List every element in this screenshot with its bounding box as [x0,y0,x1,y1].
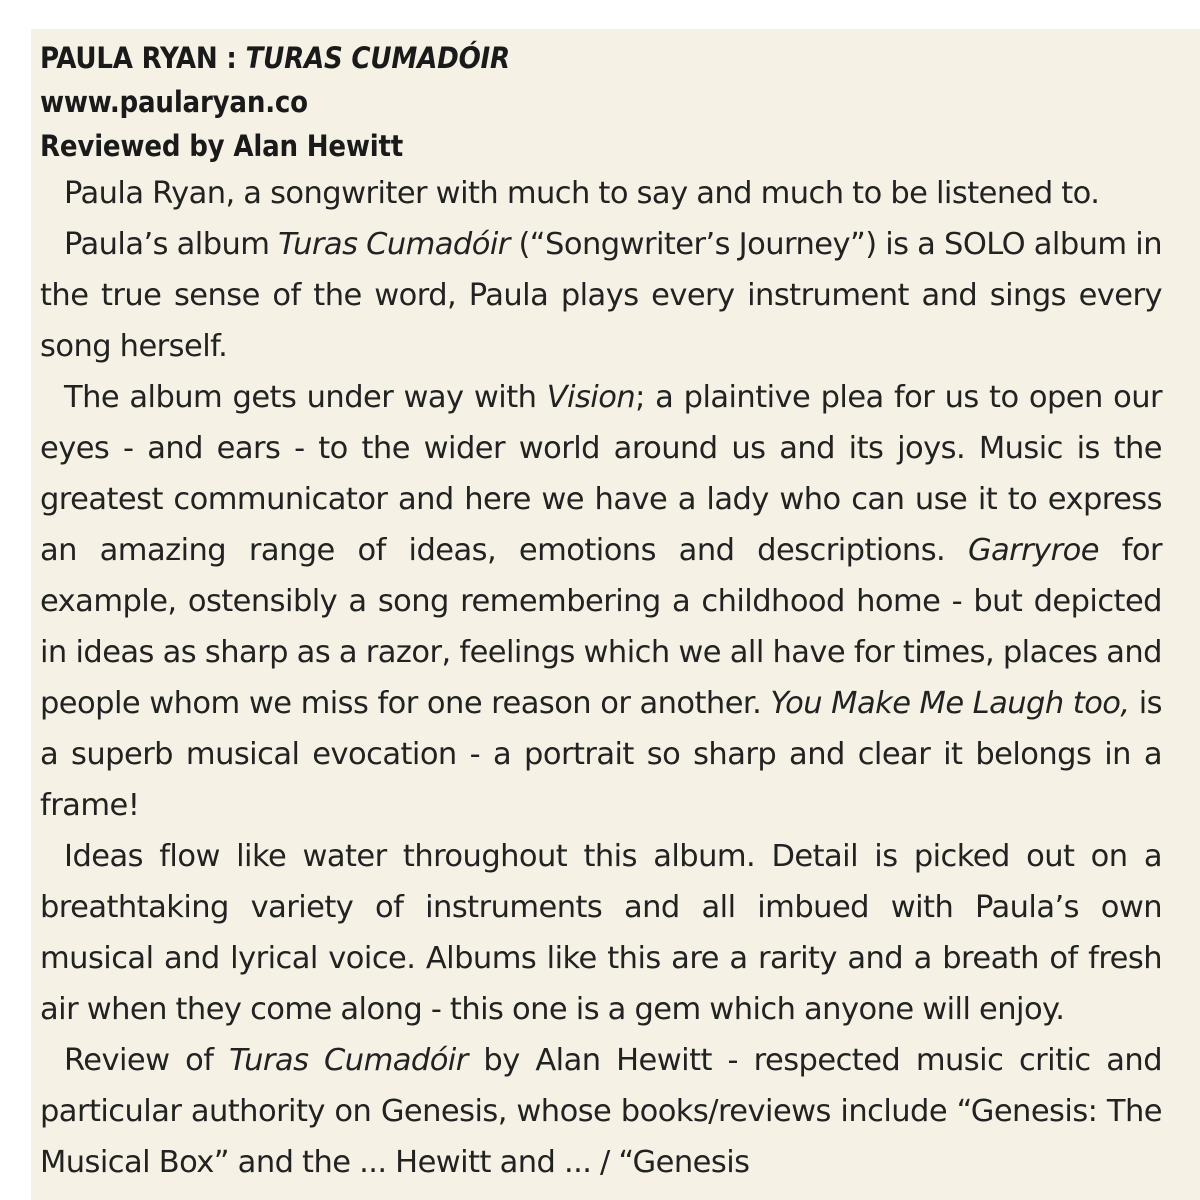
paragraph-text: is a superb musical evocation - a portrait so sharp and clear it belongs in a frame! [40,686,1162,823]
paragraph-text: by Alan Hewitt - respected music critic and particular authority on Genesis, whose books/reviews include “Genesis: The Musical Box” and the ... Hewitt and ... / “Genesis [40,1043,1163,1180]
reviewer-byline: Reviewed by Alan Hewitt [40,129,404,163]
review-paragraph-4: Ideas flow like water throughout this album. Detail is picked out on a breathtaking variety of instruments and all imbued with Paula’s own musical and lyrical voice. Albums like this are a rarity and a breath of fresh air when they come along - this one is a gem which anyone will enjoy. [40,839,1162,1027]
paragraph-text: Paula’s album [64,227,279,262]
song-title-vision: Vision [546,380,636,415]
paragraph-text: The album gets under way with [64,380,547,415]
song-title-garryroe: Garryroe [967,533,1099,568]
album-title-inline: Turas Cumadóir [229,1043,468,1078]
article-title [40,36,1162,80]
album-title: TURAS CUMADÓIR [245,41,510,75]
review-paragraph-1: Paula Ryan, a songwriter with much to say and much to be listened to. [64,176,1100,211]
review-paragraph-3 [40,372,1162,831]
paragraph-text: (“Songwriter’s Journey”) is a SOLO album in the true sense of the word, Paula plays every instrument and sings every song herself. [40,227,1162,364]
review-article [40,36,1162,1188]
paragraph-text: Review of [64,1043,230,1078]
album-title-inline: Turas Cumadóir [278,227,510,262]
paragraph-text: for example, ostensibly a song remembering a childhood home - but depicted in ideas as sharp as a razor, feelings which we all have for times, places and people whom we miss for one reason or another. [40,533,1163,721]
review-paragraph-5 [40,1035,1162,1188]
artist-website: www.paularyan.co [40,85,308,119]
artist-name: PAULA RYAN : [40,41,246,75]
review-paragraph-2 [40,219,1162,372]
paragraph-text: ; a plaintive plea for us to open our eyes - and ears - to the wider world around us and its joys. Music is the greatest communicator and here we have a lady who can use it to express an amazing range of ideas, emotions and descriptions. [40,380,1163,568]
song-title-you-make-me-laugh: You Make Me Laugh too, [770,686,1130,721]
